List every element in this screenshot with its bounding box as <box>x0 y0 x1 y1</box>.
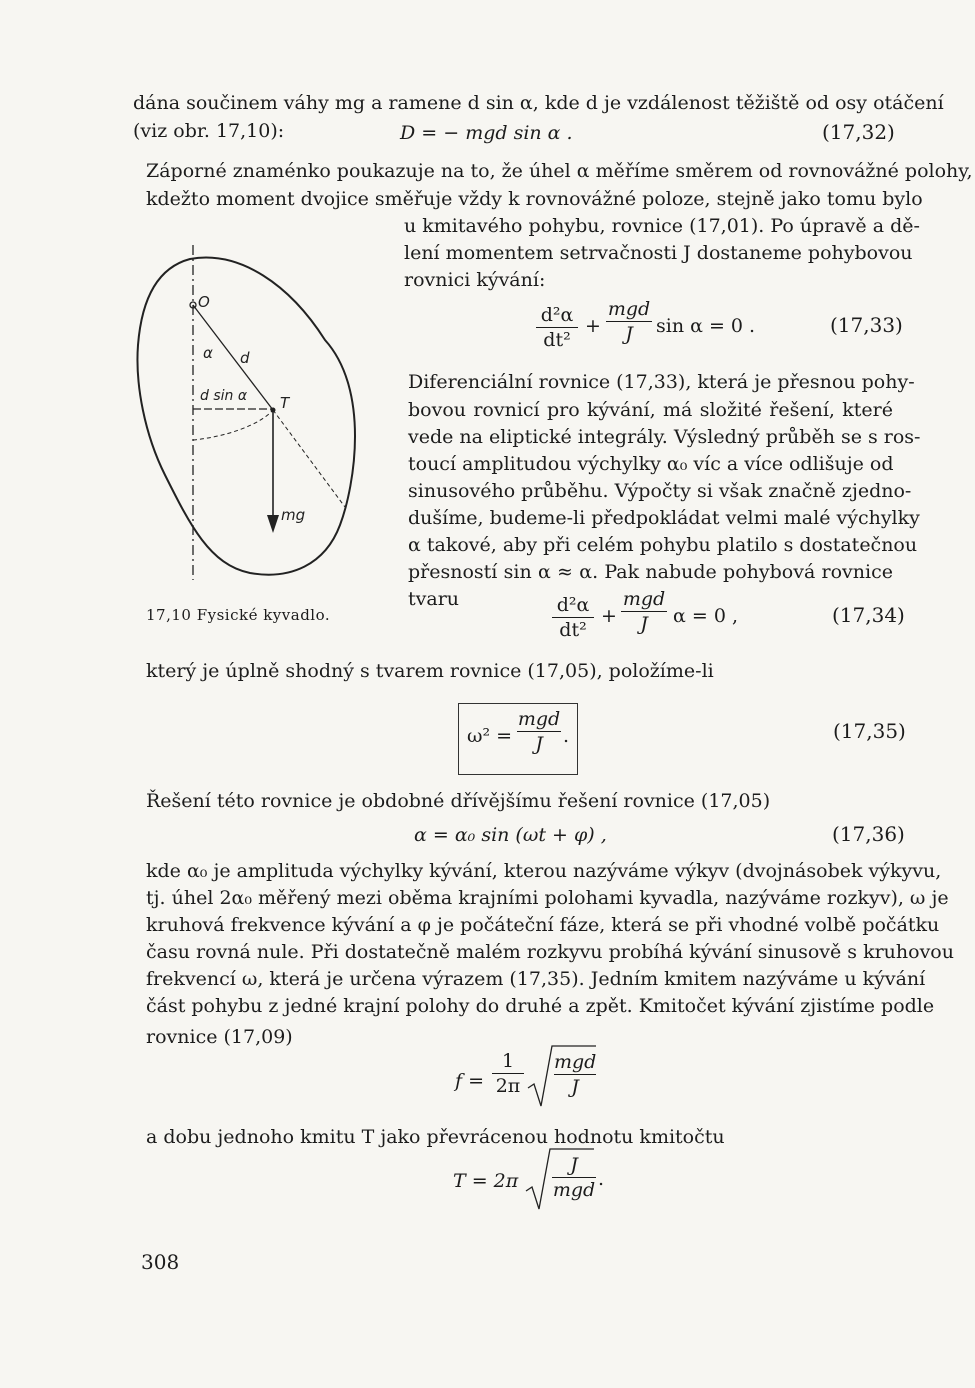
equation-number: (17,35) <box>833 719 906 743</box>
text-line: dána součinem váhy mg a ramene d sin α, kde d je vzdálenost těžiště od osy otáčení <box>133 92 944 114</box>
denominator: J <box>625 323 633 345</box>
denominator: J <box>571 1076 579 1098</box>
fraction <box>554 1051 596 1098</box>
plus-sign: + <box>585 315 601 337</box>
fraction <box>621 588 667 635</box>
arc-line <box>193 410 273 440</box>
center-of-mass <box>271 408 276 413</box>
equation-17-32: D = − mgd sin α . <box>400 122 573 144</box>
numerator: mgd <box>607 298 651 320</box>
text-line: a dobu jednoho kmitu T jako převrácenou hodnotu kmitočtu <box>146 1126 725 1148</box>
fraction <box>492 1050 524 1097</box>
denominator: dt² <box>559 619 587 641</box>
text-line: Řešení této rovnice je obdobné dřívějšímu řešení rovnice (17,05) <box>146 790 771 812</box>
numerator: 1 <box>501 1050 515 1072</box>
text-line: rovnice (17,09) <box>146 1026 293 1048</box>
page-number: 308 <box>141 1250 180 1274</box>
text-line: α takové, aby při celém pohybu platilo s dostatečnou <box>408 534 918 556</box>
text-line: kdežto moment dvojice směřuje vždy k rovnovážné poloze, stejně jako tomu bylo <box>146 188 923 210</box>
text-line: který je úplně shodný s tvarem rovnice (17,05), položíme-li <box>146 660 714 682</box>
denominator: J <box>640 613 648 635</box>
plus-sign: + <box>601 605 617 627</box>
text-line: času rovná nule. Při dostatečně malém rozkyvu probíhá kývání sinusově s kruhovou <box>146 941 954 963</box>
text-line: bovou rovnicí pro kývání, má složité řešení, které <box>408 399 893 421</box>
equation-number: (17,36) <box>832 822 905 846</box>
text-line: frekvencí ω, která je určena výrazem (17,35). Jedním kmitem nazýváme u kývání <box>146 968 926 990</box>
text-line: Záporné znaménko poukazuje na to, že úhel α měříme směrem od rovnovážné polohy, <box>146 160 973 182</box>
text-line: Diferenciální rovnice (17,33), která je přesnou pohy- <box>408 371 915 393</box>
equation-number: (17,33) <box>830 313 903 337</box>
equation-tail: α = 0 , <box>673 605 738 627</box>
period-dot: . <box>598 1168 605 1190</box>
pendulum-figure <box>130 245 370 615</box>
text-line: vede na eliptické integrály. Výsledný průběh se s ros- <box>408 426 921 448</box>
denominator: dt² <box>543 329 571 351</box>
text-line: u kmitavého pohybu, rovnice (17,01). Po úpravě a dě- <box>404 215 920 237</box>
numerator: mgd <box>554 1051 597 1073</box>
denominator: 2π <box>495 1075 521 1097</box>
period-dot: . <box>563 725 570 747</box>
text-line: kde α₀ je amplituda výchylky kývání, kterou nazýváme výkyv (dvojnásobek výkyvu, <box>146 860 942 882</box>
denominator: J <box>535 733 543 755</box>
denominator: mgd <box>552 1179 596 1201</box>
label-o: O <box>198 293 210 311</box>
label-d: d <box>240 349 250 367</box>
numerator: J <box>570 1154 578 1176</box>
f-equals: f = <box>455 1070 484 1092</box>
numerator: d²α <box>540 304 574 326</box>
numerator: mgd <box>517 708 561 730</box>
text-line: lení momentem setrvačnosti J dostaneme pohybovou <box>404 242 913 264</box>
text-line: sinusového průběhu. Výpočty si však značně zjedno- <box>408 480 912 502</box>
label-alpha: α <box>203 344 213 362</box>
text-line: rovnici kývání: <box>404 269 546 291</box>
fraction <box>517 708 561 755</box>
text-line: tj. úhel 2α₀ měřený mezi oběma krajními polohami kyvadla, nazýváme rozkyv), ω je <box>146 887 949 909</box>
text-line: dušíme, budeme-li předpokládat velmi malé výchylky <box>408 507 920 529</box>
fraction <box>536 304 578 351</box>
fraction <box>606 298 652 345</box>
label-t: T <box>280 394 290 412</box>
weight-arrowhead <box>267 515 279 533</box>
pendulum-body-outline <box>137 258 355 575</box>
text-line: tvaru <box>408 588 460 610</box>
equation-number: (17,32) <box>822 120 895 144</box>
equation-tail: sin α = 0 . <box>656 315 756 337</box>
equation-number: (17,34) <box>832 603 905 627</box>
numerator: mgd <box>622 588 666 610</box>
label-dsin: d sin α <box>200 388 248 404</box>
text-line: část pohybu z jedné krajní polohy do druhé a zpět. Kmitočet kývání zjistíme podle <box>146 995 935 1017</box>
fraction <box>552 1154 596 1201</box>
text-line: přesností sin α ≈ α. Pak nabude pohybová rovnice <box>408 561 893 583</box>
label-mg: mg <box>281 506 306 524</box>
numerator: d²α <box>556 594 590 616</box>
figure-caption: 17,10 Fysické kyvadlo. <box>146 606 331 624</box>
t-equals: T = 2π <box>453 1170 519 1192</box>
text-line: (viz obr. 17,10): <box>133 120 285 142</box>
text-line: kruhová frekvence kývání a φ je počáteční fáze, která se při vhodné volbě počátku <box>146 914 940 936</box>
text-line: toucí amplitudou výchylky α₀ víc a více odlišuje od <box>408 453 894 475</box>
arm-extension <box>273 410 345 507</box>
fraction <box>552 594 594 641</box>
equation-17-36: α = α₀ sin (ωt + φ) , <box>414 824 607 846</box>
omega-equals: ω² = <box>467 725 513 747</box>
